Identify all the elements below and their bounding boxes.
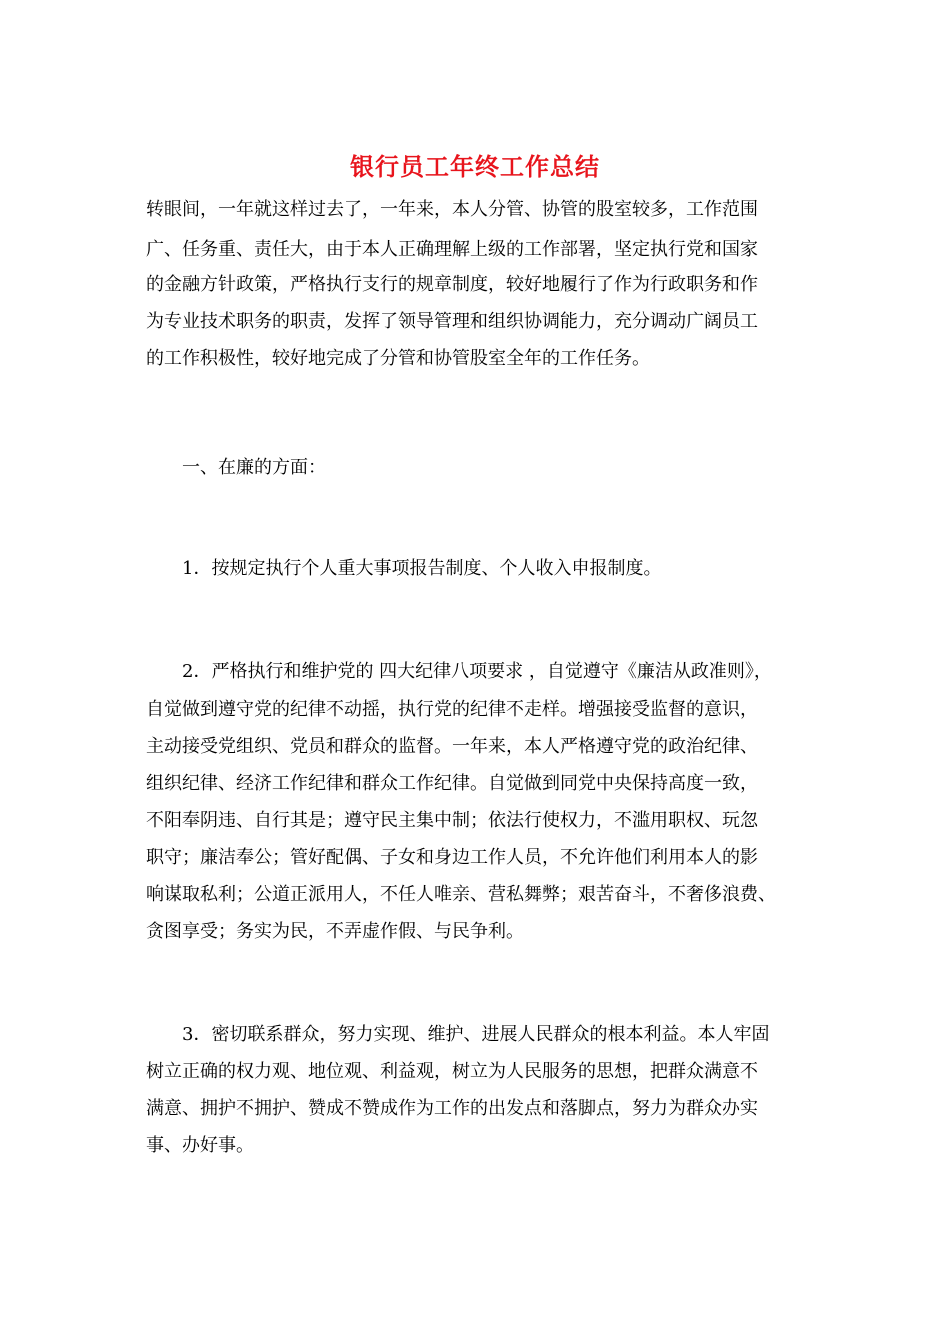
intro-line-5: 的工作积极性，较好地完成了分管和协管股室全年的工作任务。	[146, 348, 650, 369]
item3-line-4: 事、办好事。	[146, 1135, 254, 1156]
intro-line-3: 的金融方针政策，严格执行支行的规章制度，较好地履行了作为行政职务和作	[146, 274, 758, 295]
item2-line-7: 响谋取私利；公道正派用人，不任人唯亲、营私舞弊；艰苦奋斗，不奢侈浪费、	[146, 884, 776, 905]
item3-line-3: 满意、拥护不拥护、赞成不赞成作为工作的出发点和落脚点，努力为群众办实	[146, 1098, 758, 1119]
intro-line-1: 转眼间，一年就这样过去了，一年来，本人分管、协管的股室较多，工作范围	[146, 199, 758, 220]
intro-line-2: 广、任务重、责任大，由于本人正确理解上级的工作部署，坚定执行党和国家	[146, 239, 758, 260]
section-heading: 一、在廉的方面：	[182, 457, 326, 478]
item2-line-1: 2．严格执行和维护党的 四大纪律八项要求 ，自觉遵守《廉洁从政准则》，	[182, 661, 772, 682]
item3-line-2: 树立正确的权力观、地位观、利益观，树立为人民服务的思想，把群众满意不	[146, 1061, 758, 1082]
document-title: 银行员工年终工作总结	[350, 152, 600, 181]
item2-line-8: 贪图享受；务实为民，不弄虚作假、与民争利。	[146, 921, 524, 942]
item1-line-1: 1．按规定执行个人重大事项报告制度、个人收入申报制度。	[182, 558, 662, 579]
item2-line-5: 不阳奉阴违、自行其是；遵守民主集中制；依法行使权力，不滥用职权、玩忽	[146, 810, 758, 831]
item3-line-1: 3．密切联系群众，努力实现、维护、进展人民群众的根本利益。本人牢固	[182, 1024, 770, 1045]
item2-line-3: 主动接受党组织、党员和群众的监督。一年来，本人严格遵守党的政治纪律、	[146, 736, 758, 757]
item2-line-4: 组织纪律、经济工作纪律和群众工作纪律。自觉做到同党中央保持高度一致，	[146, 773, 758, 794]
intro-line-4: 为专业技术职务的职责，发挥了领导管理和组织协调能力，充分调动广阔员工	[146, 311, 758, 332]
item2-line-6: 职守；廉洁奉公；管好配偶、子女和身边工作人员，不允许他们利用本人的影	[146, 847, 758, 868]
item2-line-2: 自觉做到遵守党的纪律不动摇，执行党的纪律不走样。增强接受监督的意识，	[146, 699, 758, 720]
